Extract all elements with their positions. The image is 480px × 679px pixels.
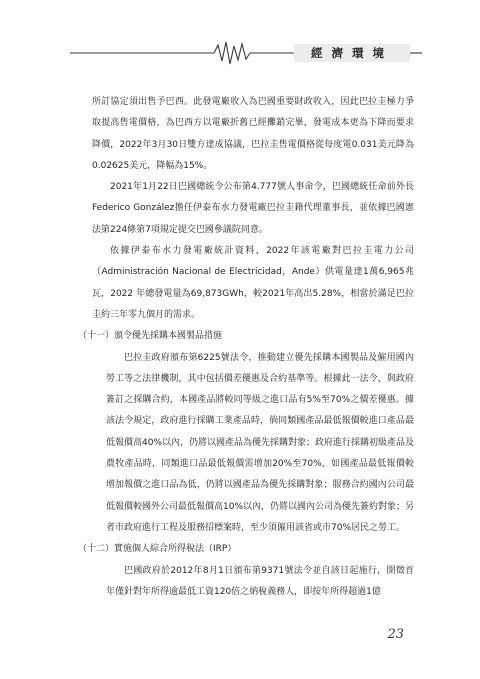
page-number: 23 — [387, 627, 404, 642]
section-heading-procurement: （十一）頒令優先採購本國製品措施 — [78, 331, 223, 342]
paragraph-income-tax: 巴國政府於2012年8月1日頒布第9371號法令並自該日起施行，開徵首年僅針對年所得逾最低工資120倍之納稅義務人，即按年所得超過1億 — [106, 565, 414, 597]
paragraph-power-supply-stats: 依據伊泰布水力發電廠統計資料，2022年該電廠對巴拉圭電力公司（Administración Nacional de Electricidad，Ande）供電量達1萬6,965兆瓦，2022 年總發電量為69,873GWh，較2021年高出5.28%，相當於滿足巴拉圭約三年零九個月的需求。 — [92, 246, 414, 320]
section-heading-income-tax: （十二）實施個人綜合所得稅法（IRP） — [78, 544, 237, 555]
paragraph-power-price: 所訂協定須出售予巴西。此發電廠收入為巴國重要財政收入，因此巴拉圭極力爭取提高售電價格，為巴西方以電廠折舊已經攤銷完畢，發電成本更為下降而要求降價，2022年3月30日雙方達成協議，巴拉圭售電價格從每度電0.031美元降為0.02625美元，降幅為15%。 — [92, 97, 414, 171]
paragraph-director-appointment: 2021年1月22日巴國總統令公布第4.777號人事命令，巴國總統任命前外長Federico González擔任伊泰布水力發電廠巴拉圭籍代理董事長，並依據巴國憲法第224條第7項規定提交巴國參議院同意。 — [92, 182, 414, 235]
page-body — [78, 92, 415, 603]
page-header — [0, 38, 480, 68]
header-section-title: 經濟環境 — [294, 44, 410, 62]
paragraph-procurement-law: 巴拉圭政府頒布第6225號法令，推動建立優先採購本國製品及僱用國內勞工等之法律機制，其中包括價差優惠及合約基準等。根據此一法令，與政府簽訂之採購合約，本國產品將較同等級之進口品有5%至70%之價差優惠。據該法令規定，政府進行採購工業產品時，倘同類國產品最低報價較進口產品最低報價高40%以內，仍將以國產品為優先採購對象；政府進行採購初級產品及農牧產品時，同類進口品最低報價需增加20%至70%，如國產品最低報價較增加報價之進口品為低，仍將以國產品為優先採購對象；服務合約國內公司最低報價較國外公司最低報價高10%以內，仍將以國內公司為優先簽約對象；另者市政府進行工程及服務招標案時，至少須僱用該省或市70%居民之勞工。 — [106, 352, 415, 533]
